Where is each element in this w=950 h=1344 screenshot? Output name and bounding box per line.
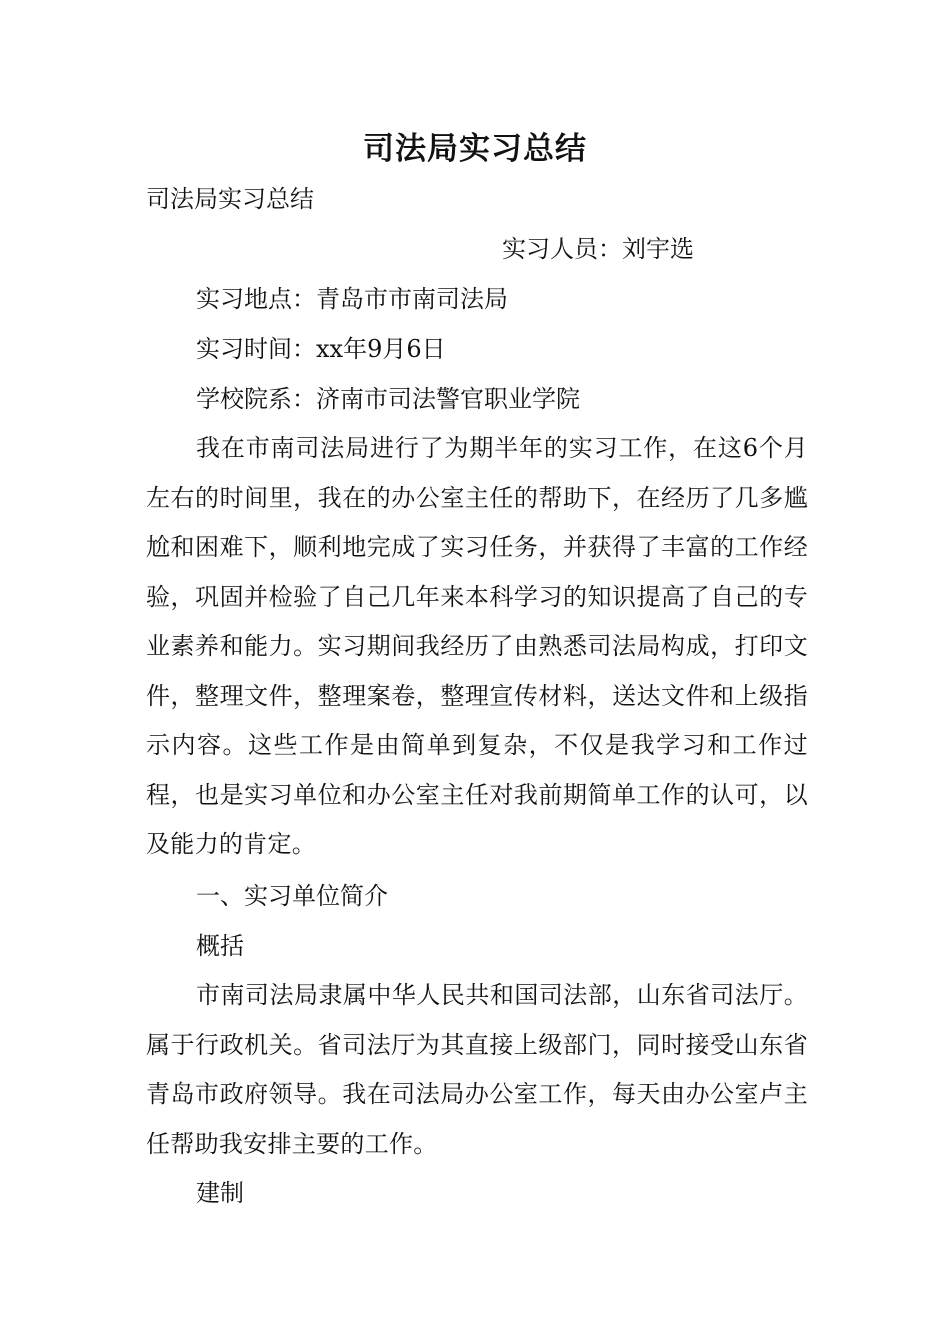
intro-paragraph: 我在市南司法局进行了为期半年的实习工作，在这6个月左右的时间里，我在的办公室主任的帮助下，在经历了几多尴尬和困难下，顺利地完成了实习任务，并获得了丰富的工作经验，巩固并检验了自己几年来本科学习的知识提高了自己的专业素养和能力。实习期间我经历了由熟悉司法局构成，打印文件，整理文件，整理案卷，整理宣传材料，送达文件和上级指示内容。这些工作是由简单到复杂，不仅是我学习和工作过程，也是实习单位和办公室主任对我前期简单工作的认可，以及能力的肯定。	[146, 434, 808, 858]
document-subtitle: 司法局实习总结	[146, 185, 314, 213]
subsection-heading-structure: 建制	[196, 1179, 244, 1207]
section-heading: 一、实习单位简介	[196, 882, 388, 910]
date-line: 实习时间：xx年9月6日	[196, 335, 446, 363]
document-title: 司法局实习总结	[363, 131, 587, 167]
overview-paragraph: 市南司法局隶属中华人民共和国司法部，山东省司法厅。属于行政机关。省司法厅为其直接上级部门，同时接受山东省青岛市政府领导。我在司法局办公室工作，每天由办公室卢主任帮助我安排主要的工作。	[146, 981, 808, 1158]
location-line: 实习地点：青岛市市南司法局	[196, 285, 508, 313]
author-line: 实习人员：刘宇选	[502, 235, 694, 263]
subsection-heading-overview: 概括	[196, 932, 244, 960]
school-line: 学校院系：济南市司法警官职业学院	[196, 385, 580, 413]
